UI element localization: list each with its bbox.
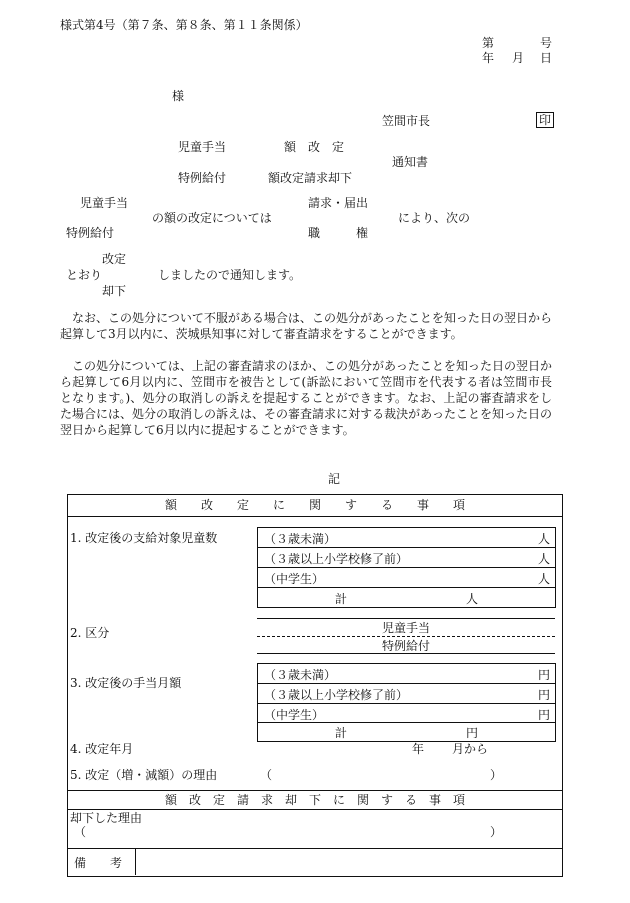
item3-total-unit: 円 (466, 726, 479, 740)
divider (67, 790, 563, 791)
number-go: 号 (540, 36, 553, 50)
item4-year: 年 (412, 742, 425, 756)
item1-row-under3: （３歳未満） (264, 532, 337, 546)
item3-unit: 円 (538, 688, 551, 702)
item2-label: 2. 区分 (70, 626, 110, 640)
item1-row-primary: （３歳以上小学校修了前） (264, 552, 409, 566)
divider (257, 653, 555, 654)
remarks-label: 備 考 (74, 856, 123, 870)
divider (257, 703, 555, 704)
divider (257, 683, 555, 684)
item1-unit: 人 (538, 552, 551, 566)
item3-row-junior: （中学生） (264, 708, 325, 722)
item1-unit: 人 (538, 532, 551, 546)
item3-label: 3. 改定後の手当月額 (70, 676, 182, 690)
divider (257, 567, 555, 568)
divider (67, 809, 563, 810)
section2-title: 額 改 定 請 求 却 下 に 関 す る 事 項 (164, 793, 465, 807)
item3-row-primary: （３歳以上小学校修了前） (264, 688, 409, 702)
item1-total-unit: 人 (466, 592, 479, 606)
body-no-gaku: の額の改定については (152, 211, 272, 225)
body-kaitei: 改定 (102, 252, 127, 266)
body-shokken: 職 権 (308, 226, 369, 240)
title-jido-teate: 児童手当 (178, 140, 227, 154)
notice-paragraph-2: この処分については、上記の審査請求のほか、この処分があったことを知った日の翌日から起算して6月以内に、笠間市を被告として(訴訟において笠間市を代表する者は笠間市長となります。)、処分の取消しの訴えを提起することができます。なお、上記の審査請求をした場合には、処分の取消しの訴えは、その審査請求に対する裁決があったことを知った日の翌日から起算して6月以内に提起することができます。 (60, 359, 552, 437)
date-day: 日 (540, 51, 553, 65)
title-gaku-kaitei: 額 改 定 (284, 140, 345, 154)
item2-option-jido-teate: 児童手当 (381, 621, 430, 635)
reason-paren-close: ） (490, 825, 503, 839)
item3-unit: 円 (538, 708, 551, 722)
body-kyakka: 却下 (102, 284, 127, 298)
item5-paren-open: （ (260, 768, 273, 782)
divider (257, 636, 555, 637)
reason-paren-open: （ (74, 825, 87, 839)
body-toori: とおり (66, 268, 103, 282)
form-number: 様式第4号（第７条、第８条、第１１条関係） (60, 18, 308, 32)
item5-paren-close: ） (490, 768, 503, 782)
item1-total-label: 計 (335, 592, 348, 606)
date-month: 月 (512, 51, 525, 65)
item5-label: 5. 改定（増・減額）の理由 (70, 768, 218, 782)
item3-unit: 円 (538, 668, 551, 682)
title-tsuchisho: 通知書 (392, 155, 429, 169)
notice-paragraph-1: なお、この処分について不服がある場合は、この処分があったことを知った日の翌日から起算して3月以内に、茨城県知事に対して審査請求をすることができます。 (60, 311, 552, 341)
item2-option-tokurei-kyufu: 特例給付 (381, 639, 430, 653)
item1-row-junior: （中学生） (264, 572, 325, 586)
item1-unit: 人 (538, 572, 551, 586)
date-year: 年 (482, 51, 495, 65)
number-dai: 第 (482, 36, 495, 50)
ki-heading: 記 (328, 472, 341, 486)
divider (257, 618, 555, 619)
item3-total-label: 計 (335, 726, 348, 740)
issuer-name: 笠間市長 (382, 114, 431, 128)
body-seikyu-todokede: 請求・届出 (308, 196, 369, 210)
item4-label: 4. 改定年月 (70, 742, 134, 756)
divider (135, 848, 136, 875)
body-niyori: により、次の (398, 211, 471, 225)
divider (257, 587, 555, 588)
title-gaku-kaitei-kyakka: 額改定請求却下 (268, 171, 353, 185)
item3-row-under3: （３歳未満） (264, 668, 337, 682)
body-shimashita: しましたので通知します。 (158, 268, 302, 282)
item4-month-from: 月から (452, 742, 489, 756)
body-tokurei-kyufu: 特例給付 (66, 226, 115, 240)
title-tokurei-kyufu: 特例給付 (178, 171, 227, 185)
reason-label: 却下した理由 (70, 811, 143, 825)
divider (257, 722, 555, 723)
section1-title: 額 改 定 に 関 す る 事 項 (164, 498, 465, 512)
addressee-sama: 様 (172, 89, 185, 103)
divider (257, 547, 555, 548)
body-jido-teate: 児童手当 (80, 196, 129, 210)
divider (67, 516, 563, 517)
seal-mark: 印 (536, 112, 554, 128)
item1-label: 1. 改定後の支給対象児童数 (70, 531, 218, 545)
divider (67, 848, 563, 849)
